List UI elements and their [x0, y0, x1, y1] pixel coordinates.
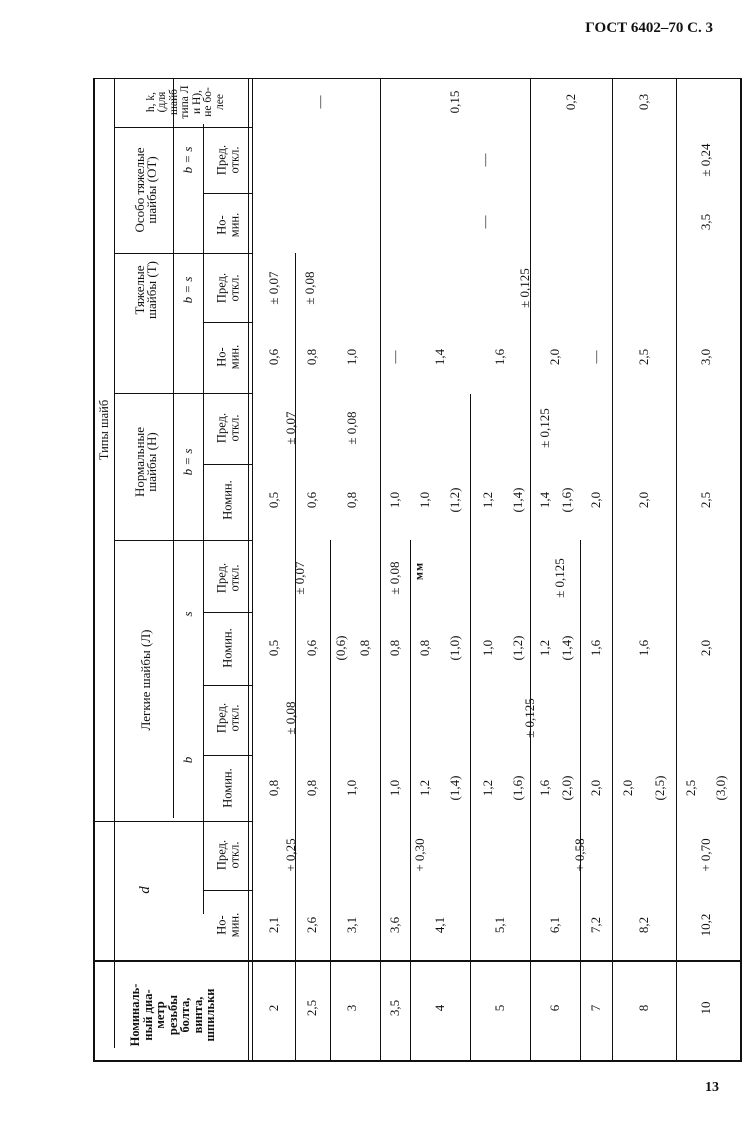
cell-hk: 0,2 [562, 93, 578, 111]
cell-thread: 8 [635, 1004, 651, 1012]
head-n-dev: Пред. откл. [214, 412, 241, 444]
cell-lb-nom: 0,8 [265, 779, 281, 797]
cell-ls-dev: ± 0,07 [291, 561, 307, 595]
head-extra: Особо тяжелые шайбы (ОТ) [131, 147, 159, 233]
head-normal: Нормальные шайбы (Н) [131, 426, 159, 498]
cell-d-nom: 5,1 [491, 916, 507, 934]
cell-ot-nom: 3,5 [697, 213, 713, 231]
cell-n-nom: 1,4 [536, 491, 552, 509]
cell-thread: 6 [546, 1004, 562, 1012]
cell-d-nom: 2,1 [265, 916, 281, 934]
head-light-s: s [179, 611, 195, 617]
cell-ls-nom: (1,2) [509, 635, 525, 661]
cell-lb-nom: (1,6) [509, 775, 525, 801]
cell-ls-nom: 0,8 [416, 639, 432, 657]
cell-hk: — [311, 95, 327, 109]
cell-d-nom: 10,2 [697, 913, 713, 937]
cell-d-dev: + 0,70 [697, 838, 713, 872]
cell-lb-nom: 2,0 [619, 779, 635, 797]
cell-t-nom: 1,0 [343, 348, 359, 366]
cell-thread: 7 [587, 1004, 603, 1012]
cell-t-nom: — [386, 350, 402, 364]
cell-n-nom: (1,4) [509, 487, 525, 513]
cell-thread: 4 [431, 1004, 447, 1012]
page-header: ГОСТ 6402–70 С. 3 [585, 20, 713, 36]
cell-n-nom: 2,5 [697, 491, 713, 509]
cell-thread: 2 [265, 1004, 281, 1012]
cell-lb-nom: 0,8 [303, 779, 319, 797]
cell-ls-dev: ± 0,125 [551, 558, 567, 598]
header-rule-2 [252, 78, 253, 1062]
cell-lb-dev: ± 0,08 [282, 701, 298, 735]
cell-thread: 5 [491, 1004, 507, 1012]
head-light-b: b [179, 756, 195, 764]
head-ls-dev: Пред. откл. [214, 562, 241, 594]
head-t-dev: Пред. откл. [214, 272, 241, 304]
cell-lb-nom: 2,5 [682, 779, 698, 797]
cell-n-nom: 1,2 [479, 491, 495, 509]
header-rule-sub [173, 78, 174, 818]
cell-ls-nom: (0,6) [332, 635, 348, 661]
head-normal-bs: b = s [179, 448, 195, 476]
cell-lb-nom: (2,5) [651, 775, 667, 801]
cell-d-nom: 3,6 [386, 916, 402, 934]
cell-lb-nom: (3,0) [712, 775, 728, 801]
unit-label: мм [411, 561, 426, 581]
cell-n-dev: ± 0,07 [282, 411, 298, 445]
cell-ls-nom: 1,6 [635, 639, 651, 657]
head-lb-nom: Номин. [220, 768, 235, 808]
row-line [295, 253, 296, 1061]
cell-d-nom: 8,2 [635, 916, 651, 934]
head-d: d [136, 886, 153, 894]
head-ls-nom: Номин. [220, 628, 235, 668]
cell-ls-nom: 1,0 [479, 639, 495, 657]
cell-ls-nom: 0,6 [303, 639, 319, 657]
cell-n-nom: 2,0 [635, 491, 651, 509]
head-sep-t2 [203, 322, 253, 323]
head-heavy-bs: b = s [179, 276, 195, 304]
cell-d-nom: 3,1 [343, 916, 359, 934]
row-line [330, 540, 331, 1060]
cell-ls-dev: ± 0,08 [386, 561, 402, 595]
cell-n-nom: (1,6) [558, 487, 574, 513]
cell-ls-nom: 1,6 [587, 639, 603, 657]
head-sep-dnom [203, 890, 253, 891]
frame-right [740, 78, 742, 1062]
cell-thread: 10 [697, 1001, 713, 1015]
cell-t-dev: ± 0,125 [516, 268, 532, 308]
cell-t-nom: 1,6 [491, 348, 507, 366]
head-sep-n2 [203, 464, 253, 465]
head-thread: Номиналь- ный диа- метр резьбы болта, винта, шпильки [128, 983, 218, 1047]
cell-ls-nom: (1,4) [558, 635, 574, 661]
cell-n-dev: ± 0,08 [343, 411, 359, 445]
cell-lb-nom: 1,2 [479, 779, 495, 797]
cell-d-nom: 4,1 [431, 916, 447, 934]
head-types: Типы шайб [96, 399, 111, 461]
cell-d-dev: + 0,25 [282, 838, 298, 872]
cell-n-nom: 0,5 [265, 491, 281, 509]
row-line [530, 78, 531, 1060]
head-ot-dev: Пред. откл. [214, 144, 241, 176]
cell-thread: 3,5 [386, 999, 402, 1017]
head-lb-dev: Пред. откл. [214, 702, 241, 734]
head-sep-light [114, 540, 253, 541]
cell-t-nom: 1,4 [431, 348, 447, 366]
header-rule-bs [203, 124, 204, 914]
cell-t-nom: 2,0 [546, 348, 562, 366]
cell-lb-dev: ± 0,125 [521, 698, 537, 738]
row-line [676, 78, 677, 1060]
row-line [580, 540, 581, 1060]
cell-lb-nom: 1,6 [536, 779, 552, 797]
cell-hk: 0,15 [446, 90, 462, 114]
cell-ls-nom: 1,2 [536, 639, 552, 657]
cell-t-nom: 0,6 [265, 348, 281, 366]
cell-thread: 2,5 [303, 999, 319, 1017]
row-line [410, 540, 411, 1060]
cell-ot-dev: ± 0,24 [697, 143, 713, 177]
head-light: Легкие шайбы (Л) [137, 629, 153, 731]
cell-n-nom: 1,0 [416, 491, 432, 509]
cell-d-dev: + 0,30 [411, 838, 427, 872]
head-ot-nom: Но- мин. [214, 212, 241, 238]
cell-t-dev: ± 0,08 [301, 271, 317, 305]
cell-n-nom: 0,6 [303, 491, 319, 509]
cell-d-nom: 6,1 [546, 916, 562, 934]
cell-lb-nom: 1,0 [343, 779, 359, 797]
head-t-nom: Но- мин. [214, 344, 241, 370]
cell-ls-nom: 0,8 [356, 639, 372, 657]
cell-lb-nom: 2,0 [587, 779, 603, 797]
cell-ls-nom: 0,8 [386, 639, 402, 657]
row-line [470, 394, 471, 1060]
row-line [380, 78, 381, 1060]
cell-ot-nom: — [476, 215, 492, 229]
head-n-nom: Номин. [220, 480, 235, 520]
cell-lb-nom: 1,0 [386, 779, 402, 797]
cell-ot-dev: — [476, 153, 492, 167]
cell-n-nom: 1,0 [386, 491, 402, 509]
frame-left [93, 78, 95, 1062]
cell-d-nom: 7,2 [587, 916, 603, 934]
cell-n-dev: ± 0,125 [536, 408, 552, 448]
cell-d-nom: 2,6 [303, 916, 319, 934]
head-extra-bs: b = s [179, 146, 195, 174]
head-d-dev: Пред. откл. [214, 839, 241, 871]
cell-t-nom: 2,5 [635, 348, 651, 366]
head-hk: h, k, (для шайб типа Л и Н), не бо- лее [144, 85, 226, 119]
cell-thread: 3 [343, 1004, 359, 1012]
cell-t-dev: ± 0,07 [265, 271, 281, 305]
cell-ls-nom: 0,5 [265, 639, 281, 657]
cell-t-nom: 0,8 [303, 348, 319, 366]
row-line [612, 78, 613, 1060]
cell-ls-nom: 2,0 [697, 639, 713, 657]
cell-lb-nom: 1,2 [416, 779, 432, 797]
page-number: 13 [705, 1080, 719, 1095]
cell-n-nom: 2,0 [587, 491, 603, 509]
head-sep-ls2 [203, 612, 253, 613]
cell-hk: 0,3 [635, 93, 651, 111]
head-d-nom: Но- мин. [214, 912, 241, 938]
cell-d-dev: + 0,58 [571, 838, 587, 872]
cell-t-nom: — [587, 350, 603, 364]
cell-n-nom: 0,8 [343, 491, 359, 509]
cell-lb-nom: (1,4) [446, 775, 462, 801]
cell-lb-nom: (2,0) [558, 775, 574, 801]
cell-ls-nom: (1,0) [446, 635, 462, 661]
head-heavy: Тяжелые шайбы (Т) [131, 261, 159, 319]
cell-t-nom: 3,0 [697, 348, 713, 366]
cell-n-nom: (1,2) [446, 487, 462, 513]
